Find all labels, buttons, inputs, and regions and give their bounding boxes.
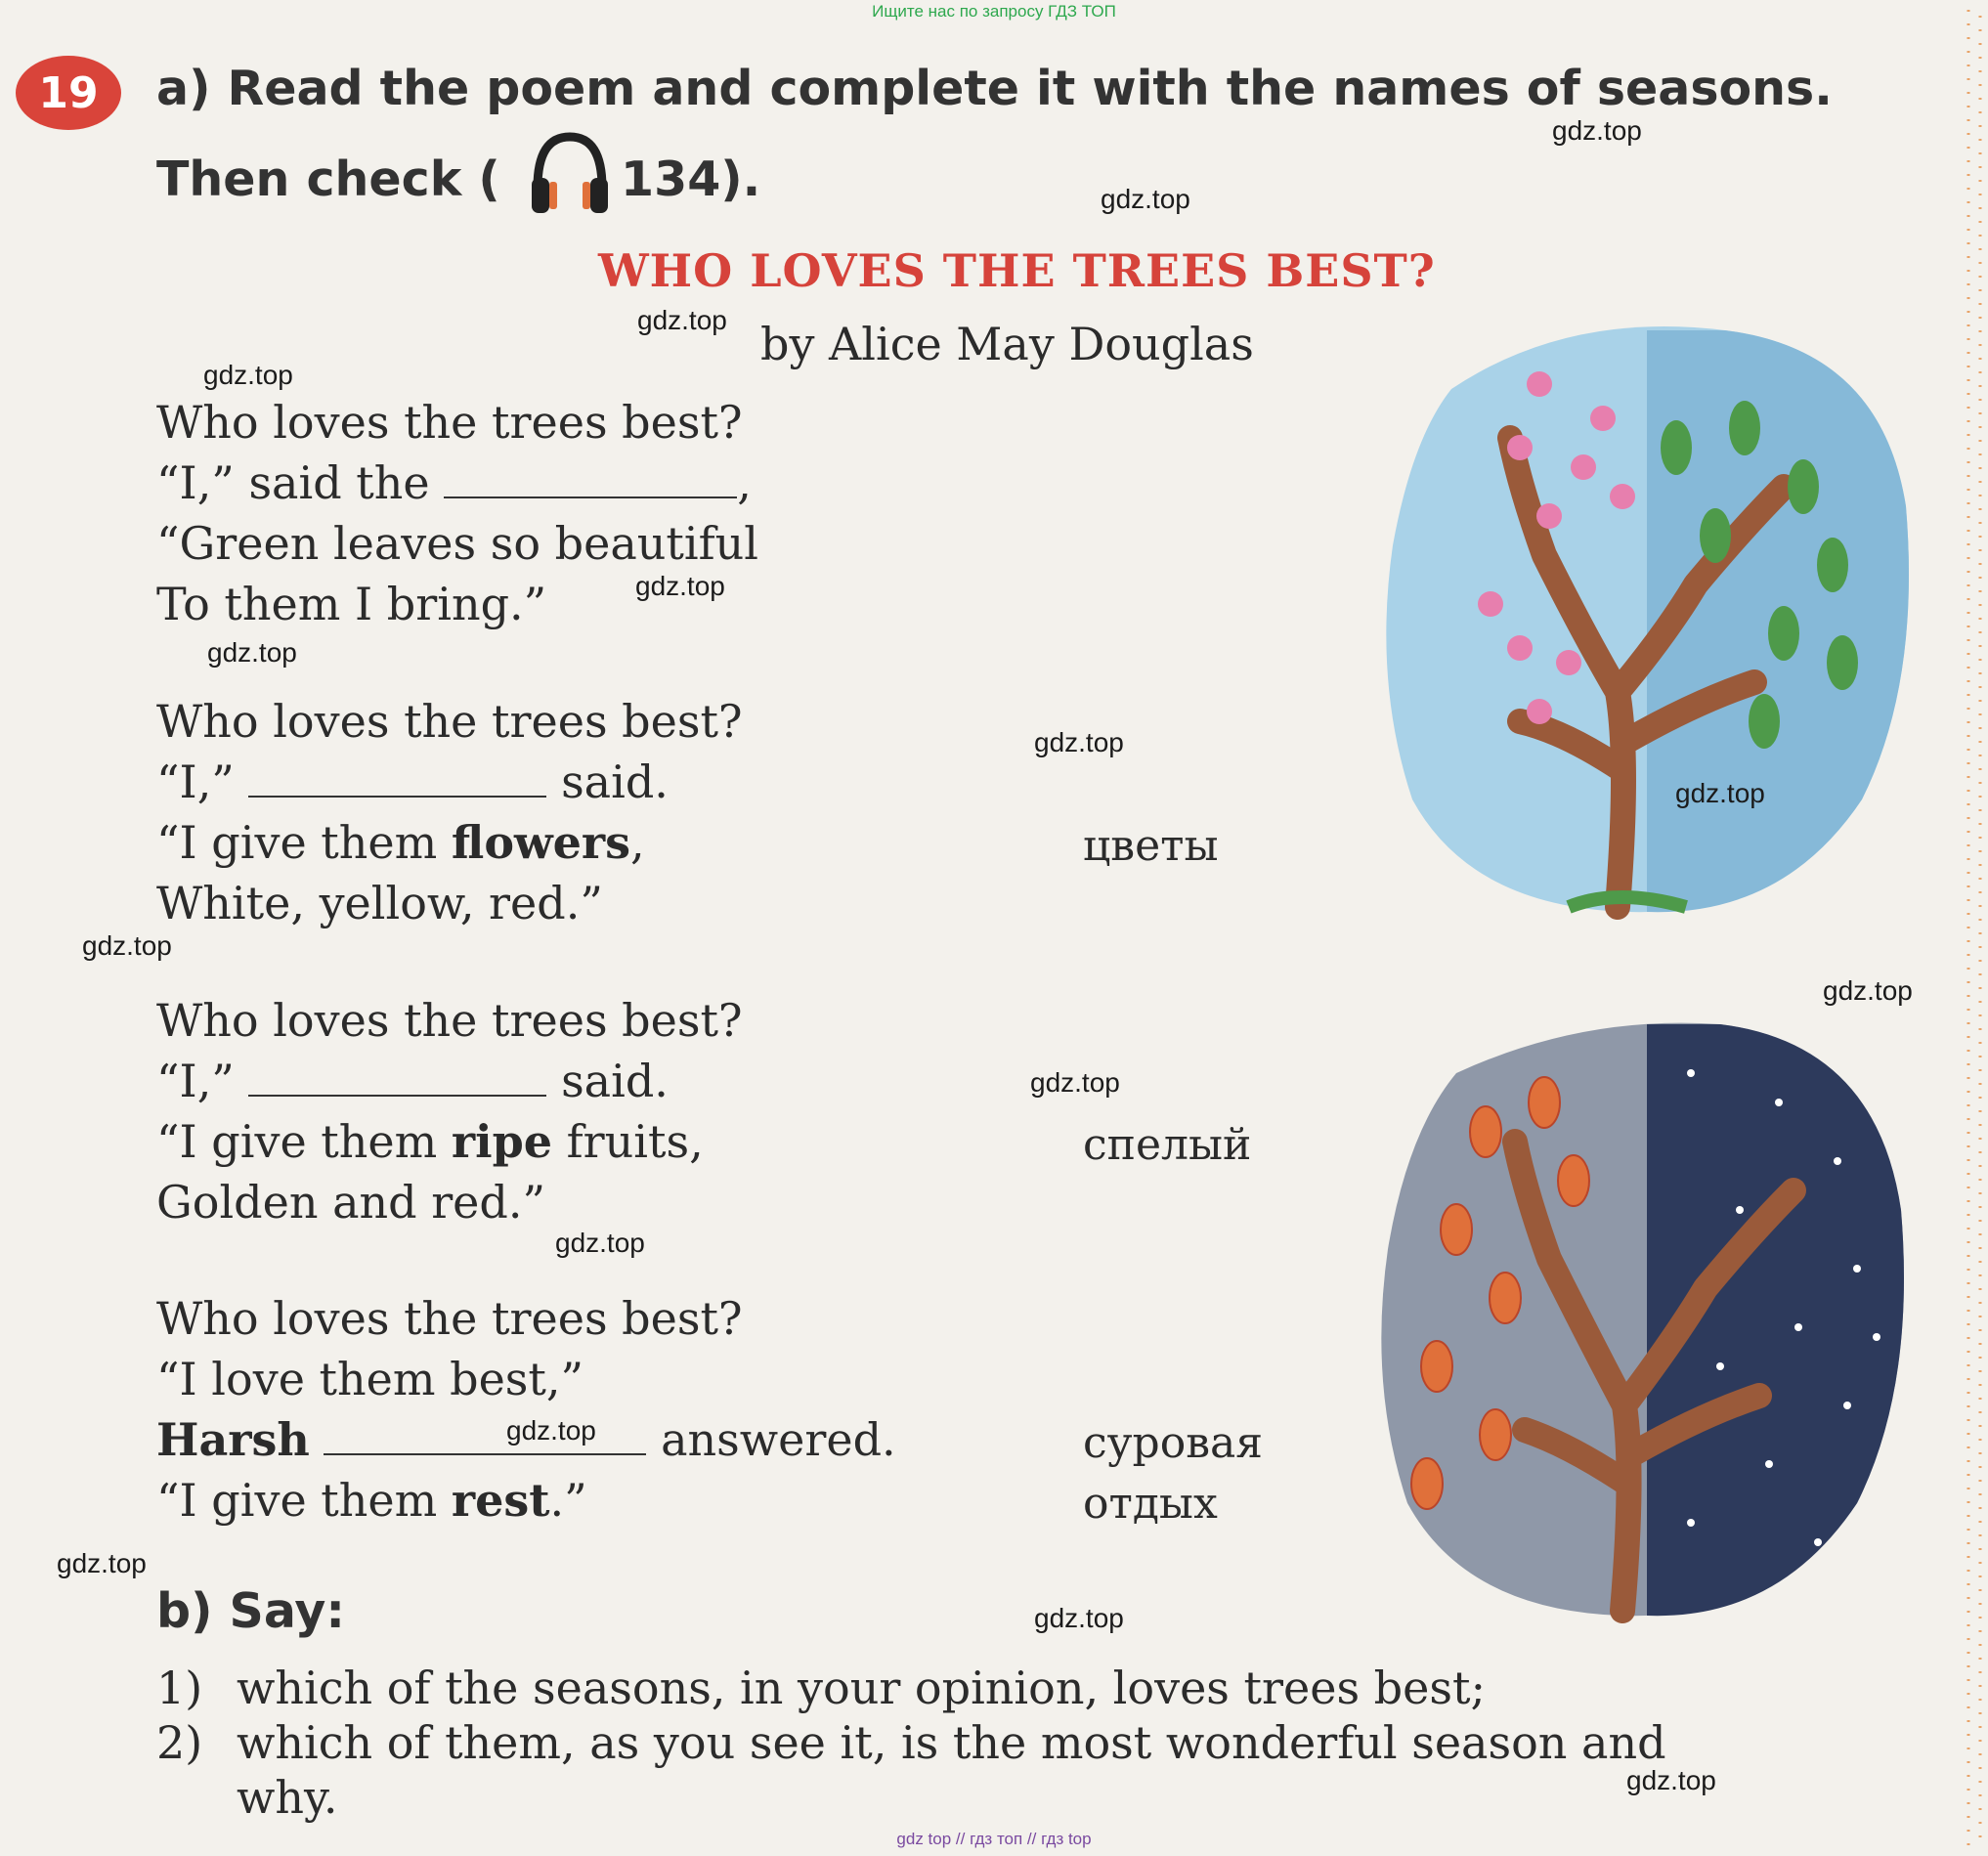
watermark: gdz.top [1675,778,1765,808]
watermark: gdz.top [1823,975,1913,1006]
stanza4-line2: “I love them best,” [156,1353,584,1405]
footer-text: gdz top // гдз топ // гдз top [896,1830,1092,1848]
task-a-instruction: a) Read the poem and complete it with the names of seasons. [156,61,1833,116]
watermark: gdz.top [1034,727,1124,757]
stanza4-keyword-harsh: Harsh [156,1413,310,1466]
watermark: gdz.top [555,1228,645,1258]
question-1: which of the seasons, in your opinion, loves trees best; [237,1662,1486,1714]
watermark: gdz.top [207,637,297,668]
exercise-number: 19 [38,68,99,118]
watermark: gdz.top [506,1415,596,1446]
stanza2-line3-end: , [630,816,645,869]
watermark: gdz.top [1552,115,1642,146]
stanza2-line2-text: “I,” [156,755,235,808]
stanza3-line2-text: “I,” [156,1055,235,1107]
stanza2-line1: Who loves the trees best? [156,695,743,748]
watermark: gdz.top [637,305,727,335]
stanza4-line3-end: answered. [661,1413,896,1466]
top-banner: Ищите нас по запросу ГДЗ ТОП [872,2,1116,21]
stanza1-line2-end: , [737,456,752,509]
stanza4-gloss-harsh: суровая [1083,1418,1263,1468]
stanza3-line3 [156,1115,704,1168]
watermark: gdz.top [1626,1765,1716,1795]
stanza2-line4: White, yellow, red.” [156,877,603,929]
stanza1-line2 [156,456,752,509]
season-blank-2[interactable] [248,756,546,798]
watermark: gdz.top [82,930,172,961]
stanza3-line2-end: said. [561,1055,669,1107]
stanza2-line2-end: said. [561,755,669,808]
page-edge-dots [1949,0,1988,1856]
stanza4-line4 [156,1474,587,1527]
task-check-text: Then check ( [156,151,500,207]
season-blank-4[interactable] [324,1414,646,1455]
headphones-icon [528,129,612,217]
stanza4-keyword-rest: rest [451,1474,550,1527]
question-2: which of them, as you see it, is the most wonderful season and [237,1716,1666,1769]
stanza3-keyword: ripe [451,1115,553,1168]
stanza2-gloss: цветы [1083,821,1219,871]
section-b-title: b) Say: [156,1583,345,1639]
watermark: gdz.top [57,1548,147,1578]
stanza2-line3-text: “I give them [156,816,438,869]
stanza4-line4-text: “I give them [156,1474,438,1527]
stanza2-line3 [156,816,645,869]
spring-summer-tree-illustration [1373,311,1921,936]
stanza2-line2 [156,755,669,808]
stanza3-gloss: спелый [1083,1120,1252,1170]
stanza4-line1: Who loves the trees best? [156,1292,743,1345]
poem-author: by Alice May Douglas [760,318,1254,370]
stanza4-line4-end: .” [549,1474,587,1527]
stanza4-gloss-rest: отдых [1083,1479,1218,1529]
stanza3-line3-end: fruits, [566,1115,704,1168]
stanza3-line2 [156,1055,669,1107]
season-blank-1[interactable] [444,457,737,498]
stanza1-line3: “Green leaves so beautiful [156,517,758,570]
track-number: 134). [621,151,761,207]
stanza3-line4: Golden and red.” [156,1176,545,1229]
stanza1-line4: To them I bring.” [156,578,547,630]
poem-title: WHO LOVES THE TREES BEST? [598,244,1436,297]
question-2-continued: why. [237,1771,338,1824]
question-2-number: 2) [156,1716,203,1769]
watermark: gdz.top [1030,1067,1120,1098]
stanza2-keyword: flowers [451,816,631,869]
watermark: gdz.top [635,571,725,601]
season-blank-3[interactable] [248,1056,546,1097]
watermark: gdz.top [1034,1603,1124,1633]
stanza1-line2-text: “I,” said the [156,456,430,509]
question-1-number: 1) [156,1662,203,1714]
stanza3-line3-text: “I give them [156,1115,438,1168]
autumn-winter-tree-illustration [1368,1014,1916,1640]
stanza1-line1: Who loves the trees best? [156,396,743,449]
stanza3-line1: Who loves the trees best? [156,994,743,1047]
watermark: gdz.top [1101,184,1190,214]
watermark: gdz.top [203,360,293,390]
